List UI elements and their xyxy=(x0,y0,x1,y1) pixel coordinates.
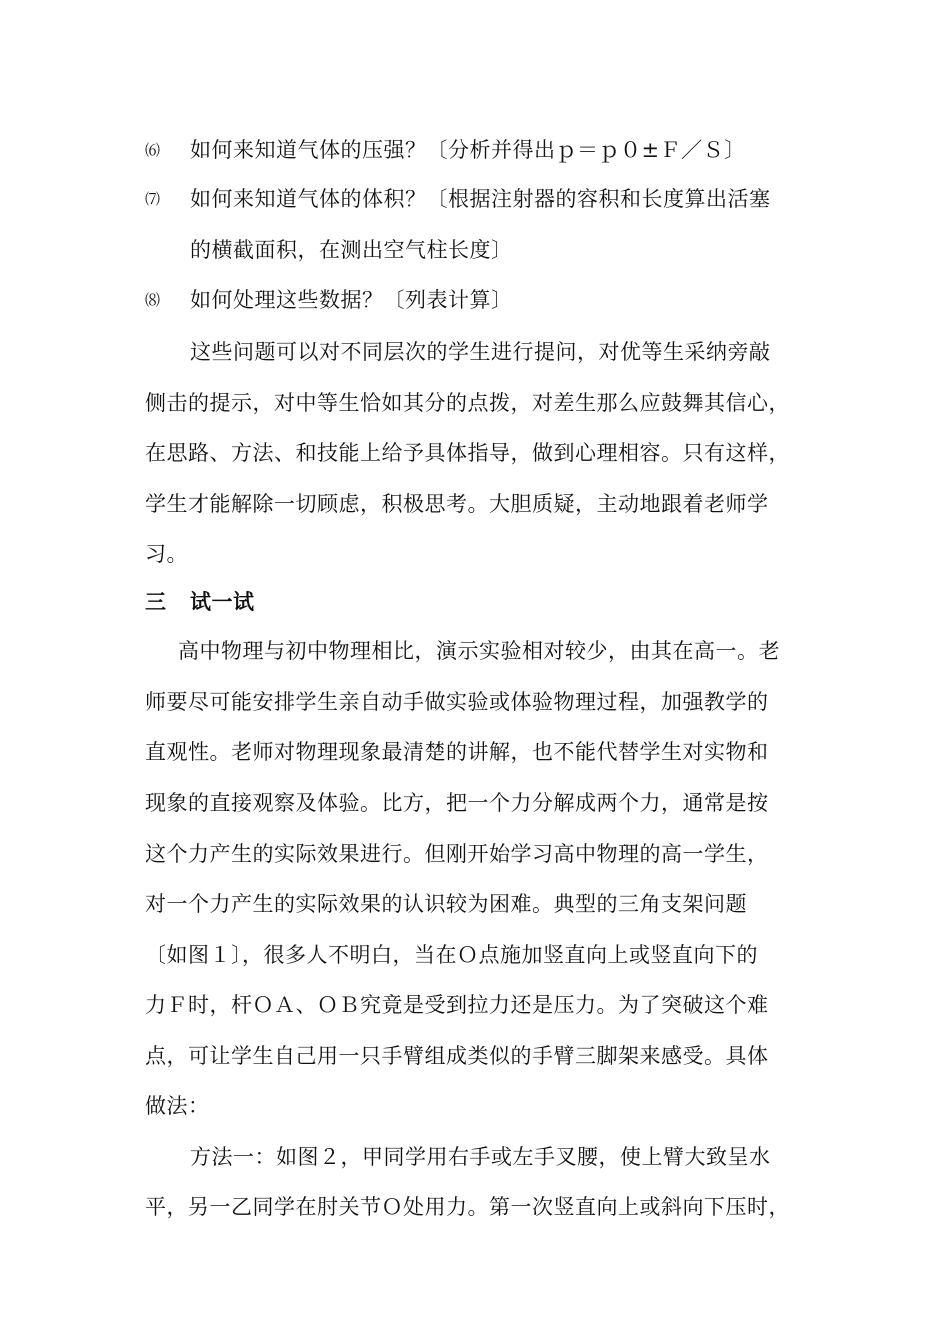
item-6-number: ⑹ xyxy=(145,141,161,159)
para2-line-6: 对一个力产生的实际效果的认识较为困难。典型的三角支架问题 xyxy=(145,892,747,916)
para2-line-9: 点，可让学生自己用一只手臂组成类似的手臂三脚架来感受。具体 xyxy=(145,1044,769,1068)
section-title: 试一试 xyxy=(190,590,255,614)
para2-line-7: 〔如图１〕，很多人不明白，当在Ｏ点施加竖直向上或竖直向下的 xyxy=(145,943,758,967)
para3-line-2: 平，另一乙同学在肘关节Ｏ处用力。第一次竖直向上或斜向下压时， xyxy=(145,1195,790,1219)
para2-line-8: 力Ｆ时，杆ＯＡ、ＯＢ究竟是受到拉力还是压力。为了突破这个难 xyxy=(145,993,769,1017)
item-7-continuation: 的横截面积，在测出空气柱长度〕 xyxy=(190,238,513,262)
para1-line-4: 学生才能解除一切顾虑，积极思考。大胆质疑，主动地跟着老师学 xyxy=(145,492,769,516)
para2-line-3: 直观性。老师对物理现象最清楚的讲解，也不能代替学生对实物和 xyxy=(145,740,769,764)
para2-line-1: 高中物理与初中物理相比，演示实验相对较少，由其在高一。老 xyxy=(178,639,780,663)
para2-line-5: 这个力产生的实际效果进行。但刚开始学习高中物理的高一学生， xyxy=(145,842,769,866)
para2-line-2: 师要尽可能安排学生亲自动手做实验或体验物理过程，加强教学的 xyxy=(145,690,769,714)
para2-line-4: 现象的直接观察及体验。比方，把一个力分解成两个力，通常是按 xyxy=(145,791,769,815)
item-7-text: 如何来知道气体的体积？〔根据注射器的容积和长度算出活塞 xyxy=(190,187,771,211)
item-7-number: ⑺ xyxy=(145,190,161,208)
para1-line-2: 侧击的提示，对中等生恰如其分的点拨，对差生那么应鼓舞其信心， xyxy=(145,391,790,415)
item-6-text: 如何来知道气体的压强？〔分析并得出ｐ＝ｐ０±Ｆ／Ｓ〕 xyxy=(190,138,746,162)
para1-line-1: 这些问题可以对不同层次的学生进行提问，对优等生采纳旁敲 xyxy=(190,340,771,364)
item-8-number: ⑻ xyxy=(145,291,161,309)
para1-line-5: 习。 xyxy=(145,542,188,566)
para1-line-3: 在思路、方法、和技能上给予具体指导，做到心理相容。只有这样， xyxy=(145,441,790,465)
para3-line-1: 方法一：如图２，甲同学用右手或左手叉腰，使上臂大致呈水 xyxy=(190,1145,771,1169)
para2-line-10: 做法： xyxy=(145,1094,210,1118)
item-8-text: 如何处理这些数据？〔列表计算〕 xyxy=(190,288,513,312)
section-number: 三 xyxy=(145,590,167,614)
